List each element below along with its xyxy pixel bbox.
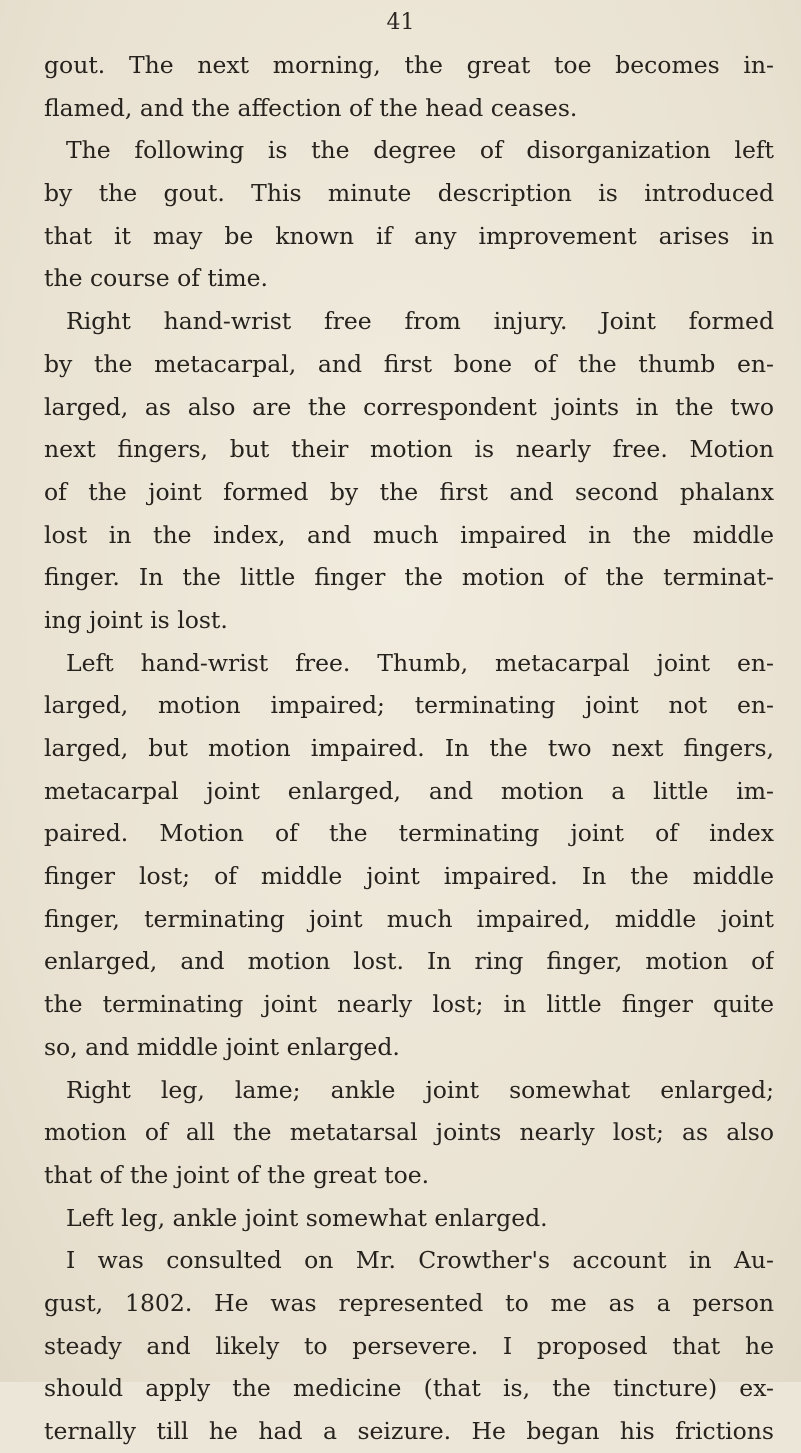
text-line: the terminating joint nearly lost; in little finger quite (44, 990, 774, 1019)
text-line: ing joint is lost. (44, 605, 228, 634)
text-line: that it may be known if any improvement arises in (44, 221, 774, 250)
text-line: steady and likely to persevere. I proposed that he (44, 1331, 774, 1360)
text-line: finger lost; of middle joint impaired. In the middle (44, 862, 774, 891)
body-text (44, 44, 774, 1453)
text-line: I was consulted on Mr. Crowther's account in Au- (66, 1246, 774, 1275)
text-line: motion of all the metatarsal joints nearly lost; as also (44, 1118, 774, 1147)
text-line: finger. In the little finger the motion of the terminat- (44, 563, 774, 592)
text-line: the course of time. (44, 264, 269, 293)
text-line: Right leg, lame; ankle joint somewhat enlarged; (66, 1075, 774, 1104)
text-line: lost in the index, and much impaired in the middle (44, 520, 774, 549)
text-line: that of the joint of the great toe. (44, 1160, 430, 1189)
text-line: gust, 1802. He was represented to me as a person (44, 1288, 774, 1317)
text-line: metacarpal joint enlarged, and motion a little im- (44, 776, 774, 805)
text-line: ternally till he had a seizure. He began his frictions (44, 1417, 774, 1445)
text-line: by the gout. This minute description is introduced (44, 179, 774, 208)
text-line: so, and middle joint enlarged. (44, 1032, 400, 1061)
text-line: flamed, and the affection of the head ceases. (44, 93, 578, 122)
text-line: of the joint formed by the first and second phalanx (44, 477, 774, 506)
text-line: enlarged, and motion lost. In ring finger, motion of (44, 947, 774, 976)
text-line: should apply the medicine (that is, the tincture) ex- (44, 1374, 774, 1403)
text-line: larged, as also are the correspondent joints in the two (44, 392, 774, 421)
page-number: 41 (386, 10, 415, 35)
text-line: Left leg, ankle joint somewhat enlarged. (66, 1203, 548, 1232)
text-line: larged, but motion impaired. In the two next fingers, (44, 734, 774, 762)
text-line: by the metacarpal, and first bone of the thumb en- (44, 349, 774, 378)
text-line: The following is the degree of disorganization left (66, 136, 774, 165)
text-line: Right hand-wrist free from injury. Joint formed (66, 307, 774, 336)
text-line: larged, motion impaired; terminating joint not en- (44, 691, 774, 720)
text-line: paired. Motion of the terminating joint of index (44, 819, 774, 848)
text-line: next fingers, but their motion is nearly free. Motion (44, 435, 774, 464)
text-line: finger, terminating joint much impaired, middle joint (44, 904, 774, 933)
text-line: Left hand-wrist free. Thumb, metacarpal joint en- (66, 648, 774, 677)
text-line: gout. The next morning, the great toe becomes in- (44, 51, 774, 79)
